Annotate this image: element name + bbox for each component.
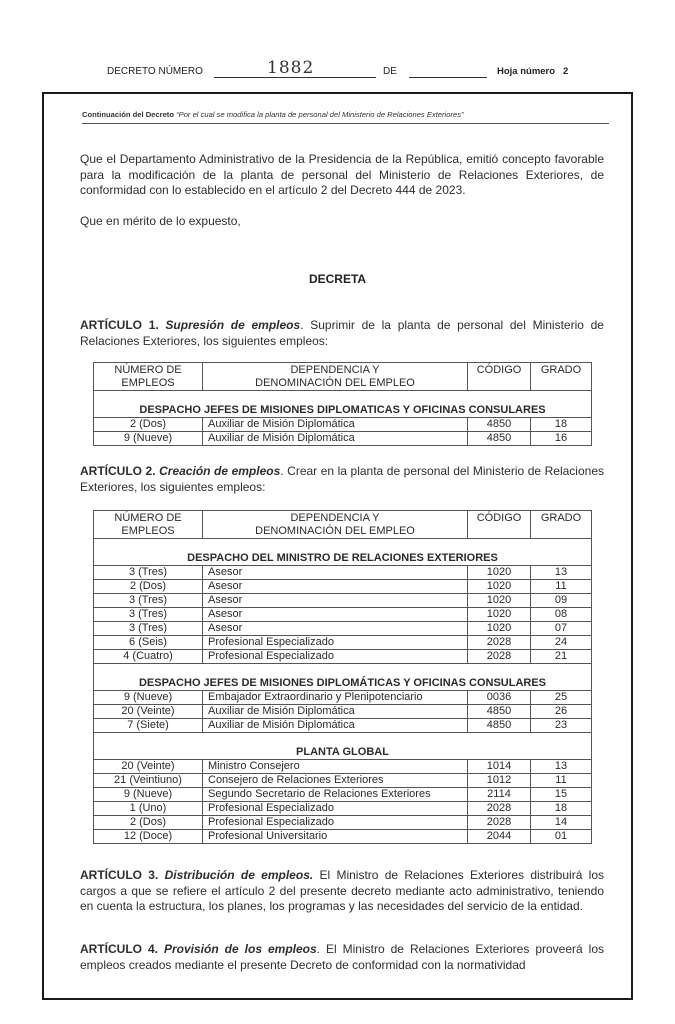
cell-codigo: 1020: [468, 622, 531, 636]
table-row: [94, 802, 592, 816]
col-header-codigo: CÓDIGO: [468, 511, 531, 539]
cell-numero: 2 (Dos): [94, 418, 203, 432]
article-4-subtitle: Provisión de los empleos: [164, 942, 317, 956]
cell-denominacion: Auxiliar de Misión Diplomática: [203, 418, 468, 432]
page-number-value: 2: [562, 66, 569, 77]
article-2-subtitle: Creación de empleos: [159, 464, 281, 478]
article-1-title: ARTÍCULO 1.: [80, 318, 159, 332]
col-header-grado: GRADO: [531, 363, 592, 391]
col-header-numero-l2: EMPLEOS: [121, 377, 175, 389]
created-jobs-table: [93, 510, 592, 844]
cell-codigo: 2028: [468, 816, 531, 830]
decreto-date-label: DE: [383, 66, 397, 77]
section-row: [94, 391, 592, 418]
cell-numero: 1 (Uno): [94, 802, 203, 816]
cell-grado: 13: [531, 566, 592, 580]
table-header-row: [94, 511, 592, 539]
cell-numero: 9 (Nueve): [94, 432, 203, 446]
cell-numero: 20 (Veinte): [94, 760, 203, 774]
cell-grado: 11: [531, 774, 592, 788]
decreto-date-line: [409, 77, 487, 78]
col-header-numero-l1: NÚMERO DE: [114, 364, 182, 376]
cell-grado: 18: [531, 418, 592, 432]
decreto-number-label: DECRETO NÚMERO: [107, 66, 203, 77]
article-1-text: . Suprimir de la planta de personal del Ministerio de Relaciones Exteriores, los siguientes empleos:: [80, 318, 604, 348]
article-4-title: ARTÍCULO 4.: [80, 942, 158, 956]
suppressed-jobs-table: [93, 362, 592, 446]
article-2-text: . Crear en la planta de personal del Ministerio de Relaciones Exteriores, los siguientes empleos:: [80, 464, 604, 494]
section-title: DESPACHO JEFES DE MISIONES DIPLOMÁTICAS Y OFICINAS CONSULARES: [94, 664, 592, 691]
table-row: [94, 705, 592, 719]
document-header: [107, 60, 587, 82]
cell-denominacion: Segundo Secretario de Relaciones Exteriores: [203, 788, 468, 802]
col-header-dependencia-l1: DEPENDENCIA Y: [290, 512, 380, 524]
cell-codigo: 4850: [468, 432, 531, 446]
cell-numero: 9 (Nueve): [94, 788, 203, 802]
cell-denominacion: Consejero de Relaciones Exteriores: [203, 774, 468, 788]
cell-grado: 11: [531, 580, 592, 594]
cell-codigo: 1020: [468, 580, 531, 594]
section-row: [94, 539, 592, 566]
col-header-dependencia: [203, 511, 468, 539]
cell-grado: 07: [531, 622, 592, 636]
cell-denominacion: Profesional Especializado: [203, 636, 468, 650]
cell-codigo: 0036: [468, 691, 531, 705]
table-row: [94, 608, 592, 622]
cell-grado: 26: [531, 705, 592, 719]
table-row: [94, 816, 592, 830]
decreto-number: 1882: [267, 58, 315, 78]
document-frame: [42, 92, 633, 1000]
cell-grado: 01: [531, 830, 592, 844]
col-header-dependencia: [203, 363, 468, 391]
cell-codigo: 1012: [468, 774, 531, 788]
cell-denominacion: Profesional Especializado: [203, 802, 468, 816]
cell-codigo: 4850: [468, 719, 531, 733]
cell-grado: 08: [531, 608, 592, 622]
cell-numero: 6 (Seis): [94, 636, 203, 650]
cell-codigo: 2114: [468, 788, 531, 802]
cell-denominacion: Profesional Universitario: [203, 830, 468, 844]
merito-paragraph: Que en mérito de lo expuesto,: [80, 214, 241, 228]
cell-grado: 15: [531, 788, 592, 802]
table-row: [94, 719, 592, 733]
article-2-title: ARTÍCULO 2.: [80, 464, 156, 478]
table-row: [94, 650, 592, 664]
cell-numero: 12 (Doce): [94, 830, 203, 844]
cell-numero: 3 (Tres): [94, 608, 203, 622]
cell-numero: 4 (Cuatro): [94, 650, 203, 664]
col-header-numero-l2: EMPLEOS: [121, 525, 175, 537]
cell-grado: 21: [531, 650, 592, 664]
cell-denominacion: Embajador Extraordinario y Plenipotenciario: [203, 691, 468, 705]
col-header-numero: [94, 363, 203, 391]
cell-numero: 3 (Tres): [94, 622, 203, 636]
continuation-lead: Continuación del Decreto: [82, 110, 174, 119]
cell-grado: 13: [531, 760, 592, 774]
section-row: [94, 733, 592, 760]
cell-codigo: 4850: [468, 705, 531, 719]
decreta-heading: DECRETA: [308, 272, 367, 286]
table-row: [94, 636, 592, 650]
col-header-dependencia-l2: DENOMINACIÓN DEL EMPLEO: [255, 525, 415, 537]
table-row: [94, 830, 592, 844]
table-row: [94, 566, 592, 580]
article-3-title: ARTÍCULO 3.: [80, 868, 159, 882]
cell-numero: 7 (Siete): [94, 719, 203, 733]
article-1: [80, 318, 604, 349]
article-2: [80, 464, 604, 495]
cell-denominacion: Ministro Consejero: [203, 760, 468, 774]
cell-numero: 21 (Veintiuno): [94, 774, 203, 788]
cell-grado: 23: [531, 719, 592, 733]
table-row: [94, 432, 592, 446]
table-row: [94, 760, 592, 774]
continuation-quote: “Por el cual se modifica la planta de personal del Ministerio de Relaciones Exteriores”: [176, 110, 464, 119]
cell-codigo: 1020: [468, 608, 531, 622]
section-title: DESPACHO DEL MINISTRO DE RELACIONES EXTERIORES: [94, 539, 592, 566]
cell-numero: 2 (Dos): [94, 816, 203, 830]
cell-denominacion: Profesional Especializado: [203, 650, 468, 664]
cell-denominacion: Asesor: [203, 608, 468, 622]
cell-denominacion: Asesor: [203, 580, 468, 594]
article-4: [80, 942, 604, 973]
cell-denominacion: Asesor: [203, 566, 468, 580]
table-row: [94, 594, 592, 608]
article-4-text: . El Ministro de Relaciones Exteriores proveerá los empleos creados mediante el presente Decreto de conformidad con la normatividad: [80, 942, 605, 972]
cell-denominacion: Auxiliar de Misión Diplomática: [203, 719, 468, 733]
page-number: [497, 66, 568, 77]
section-title: DESPACHO JEFES DE MISIONES DIPLOMATICAS Y OFICINAS CONSULARES: [94, 391, 592, 418]
cell-grado: 18: [531, 802, 592, 816]
cell-numero: 3 (Tres): [94, 594, 203, 608]
cell-numero: 3 (Tres): [94, 566, 203, 580]
article-3-text: El Ministro de Relaciones Exteriores distribuirá los cargos a que se refiere el artículo 2 del presente decreto mediante acto administrativo, teniendo en cuenta la estructura, los planes, los programas y las necesidades del servicio de la entidad.: [80, 868, 604, 913]
section-title: PLANTA GLOBAL: [94, 733, 592, 760]
table-row: [94, 788, 592, 802]
cell-numero: 9 (Nueve): [94, 691, 203, 705]
page-number-label: Hoja número: [497, 66, 556, 77]
cell-codigo: 2028: [468, 650, 531, 664]
cell-codigo: 1020: [468, 594, 531, 608]
section-row: [94, 664, 592, 691]
cell-denominacion: Asesor: [203, 594, 468, 608]
table-header-row: [94, 363, 592, 391]
article-3: [80, 868, 604, 915]
cell-grado: 25: [531, 691, 592, 705]
cell-grado: 24: [531, 636, 592, 650]
cell-codigo: 1014: [468, 760, 531, 774]
cell-codigo: 2028: [468, 802, 531, 816]
cell-denominacion: Auxiliar de Misión Diplomática: [203, 705, 468, 719]
article-3-subtitle: Distribución de empleos.: [164, 868, 314, 882]
cell-codigo: 2044: [468, 830, 531, 844]
cell-numero: 20 (Veinte): [94, 705, 203, 719]
cell-grado: 16: [531, 432, 592, 446]
col-header-numero: [94, 511, 203, 539]
table-row: [94, 580, 592, 594]
cell-denominacion: Auxiliar de Misión Diplomática: [203, 432, 468, 446]
col-header-codigo: CÓDIGO: [468, 363, 531, 391]
col-header-grado: GRADO: [531, 511, 592, 539]
table-row: [94, 418, 592, 432]
cell-codigo: 2028: [468, 636, 531, 650]
table-row: [94, 774, 592, 788]
col-header-numero-l1: NÚMERO DE: [114, 512, 182, 524]
cell-numero: 2 (Dos): [94, 580, 203, 594]
article-1-subtitle: Supresión de empleos: [165, 318, 301, 332]
cell-codigo: 1020: [468, 566, 531, 580]
table-row: [94, 691, 592, 705]
cell-denominacion: Asesor: [203, 622, 468, 636]
cell-codigo: 4850: [468, 418, 531, 432]
table-row: [94, 622, 592, 636]
cell-grado: 09: [531, 594, 592, 608]
cell-grado: 14: [531, 816, 592, 830]
col-header-dependencia-l1: DEPENDENCIA Y: [290, 364, 380, 376]
cell-denominacion: Profesional Especializado: [203, 816, 468, 830]
col-header-dependencia-l2: DENOMINACIÓN DEL EMPLEO: [255, 377, 415, 389]
continuation-line: [82, 110, 609, 124]
considerando-paragraph: Que el Departamento Administrativo de la Presidencia de la República, emitió concepto favorable para la modificación de la planta de personal del Ministerio de Relaciones Exteriores, de conformidad con lo establecido en el artículo 2 del Decreto 444 de 2023.: [80, 152, 604, 197]
